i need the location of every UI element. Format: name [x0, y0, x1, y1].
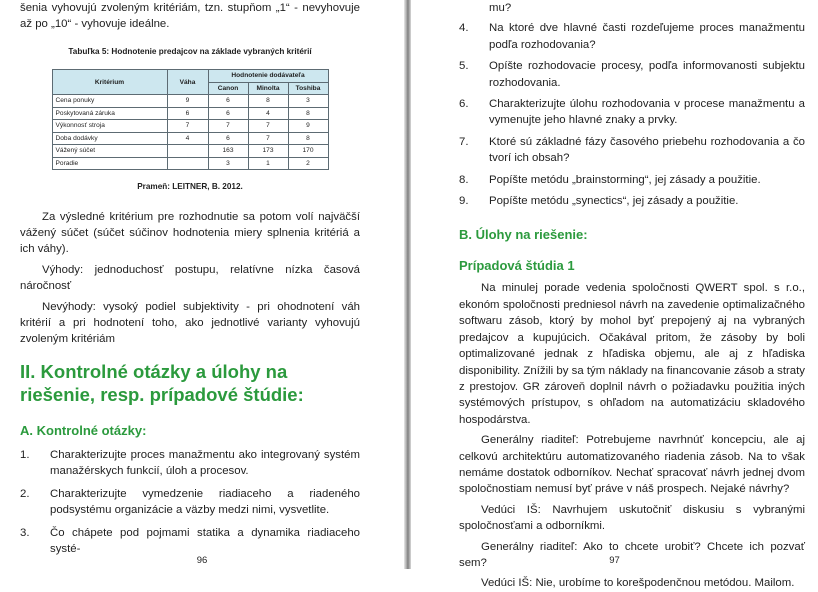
question-list [459, 20, 805, 209]
row-weight: 6 [167, 107, 208, 120]
row-value: 1 [248, 157, 288, 170]
item-number: 3. [20, 526, 30, 539]
row-weight: 4 [167, 132, 208, 145]
table-row [52, 145, 328, 158]
row-label: Poskytovaná záruka [52, 107, 167, 120]
row-value: 6 [208, 132, 248, 145]
list-item [459, 20, 805, 53]
item-number: 5. [459, 60, 469, 73]
row-value: 3 [288, 95, 328, 108]
row-value: 6 [208, 107, 248, 120]
row-value: 3 [208, 157, 248, 170]
intro-text: šenia vyhovujú zvoleným kritériám, tzn. stupňom „1“ - nevyhovuje až po „10“ - vyhovuje ideálne. [20, 2, 360, 31]
list-item [20, 486, 360, 519]
item-text: Opíšte rozhodovacie procesy, podľa informovanosti subjektu rozhodovania. [489, 60, 805, 89]
table-row [52, 132, 328, 145]
item-number: 7. [459, 135, 469, 148]
item-text: Charakterizujte proces manažmentu ako integrovaný systém manažérskych funkcií, úloh a procesov. [50, 448, 360, 478]
row-value: 8 [288, 132, 328, 145]
list-item [459, 58, 805, 91]
row-value: 4 [248, 107, 288, 120]
item-text: Popíšte metódu „brainstorming“, jej zásady a použitie. [489, 173, 761, 186]
item-text: Charakterizujte vymedzenie riadiaceho a riadeného podsystému organizácie a väzby medzi nimi, vysvetlite. [50, 487, 360, 517]
right-page [411, 0, 818, 590]
row-value: 2 [288, 157, 328, 170]
table-row [52, 120, 328, 133]
list-item [459, 96, 805, 129]
left-page-content [20, 0, 360, 557]
row-value: 7 [208, 120, 248, 133]
list-item [459, 172, 805, 188]
row-value: 6 [208, 95, 248, 108]
list-item [20, 525, 360, 558]
item-text: Ktoré sú základné fázy časového priebehu rozhodovania a čo tvorí ich obsah? [489, 135, 805, 165]
item-text: Čo chápete pod pojmami statika a dynamika riadiaceho systé- [50, 526, 360, 555]
page-number: 96 [196, 555, 208, 566]
row-value: 7 [248, 120, 288, 133]
item-number: 1. [20, 448, 30, 461]
row-label: Poradie [52, 157, 167, 170]
row-weight: 9 [167, 95, 208, 108]
case-paragraph: Na minulej porade vedenia spoločnosti QWERT spol. s r.o., ekonóm spoločnosti predniesol návrh na zavedenie optimalizačného softwaru zásob, ktorý by mohol byť prepojený aj na vybraných predajcov a kupujúcich. Očakával pritom, že zásoby by boli optimalizované jednak z hľadiska objemu, ale aj z hľadiska disponibility. Znížili by sa tým náklady na financovanie zásob a straty z prestojov. GR zároveň doplnil návrh o požiadavku použitia iných systémových prístupov, s ohľadom na automatizáciu skladového hospodárstva. [459, 282, 805, 426]
table-caption: Tabuľka 5: Hodnotenie predajcov na základe vybraných kritérií [68, 46, 312, 56]
case-study-heading: Prípadová štúdia 1 [459, 258, 575, 274]
row-label: Vážený súčet [52, 145, 167, 158]
row-weight [167, 145, 208, 158]
table-source: Prameň: LEITNER, B. 2012. [137, 182, 243, 192]
item-number: 2. [20, 487, 30, 500]
row-value: 8 [288, 107, 328, 120]
item-number: 6. [459, 98, 469, 111]
row-label: Výkonnosť stroja [52, 120, 167, 133]
row-value: 7 [248, 132, 288, 145]
item-text: Charakterizujte úlohu rozhodovania v procese manažmentu a vymenujte jeho hlavné znaky a prvky. [489, 98, 805, 127]
row-value: 9 [288, 120, 328, 133]
item-number: 8. [459, 173, 469, 186]
item-text: Popíšte metódu „synectics“, jej zásady a použitie. [489, 195, 739, 208]
list-item [20, 447, 360, 480]
row-weight [167, 157, 208, 170]
row-label: Doba dodávky [52, 132, 167, 145]
header-supplier: Minolta [248, 82, 288, 95]
list-item [459, 134, 805, 167]
table-row [52, 157, 328, 170]
header-supplier: Canon [208, 82, 248, 95]
subheading-control-questions: A. Kontrolné otázky: [20, 422, 147, 438]
supplier-evaluation-table [52, 69, 329, 170]
case-paragraph: Generálny riaditeľ: Ako to chcete urobiť? Chcete ich pozvať sem? [459, 540, 805, 569]
case-paragraph: Vedúci IŠ: Navrhujem uskutočniť diskusiu s vybranými spoločnosťami a odborníkmi. [459, 503, 805, 533]
paragraph: Nevýhody: vysoký podiel subjektivity - pri ohodnotení váh kritérií a pri hodnotení toho, ako jednotlivé varianty vyhovujú zvoleným kritériám [20, 300, 360, 346]
paragraph: Výhody: jednoduchosť postupu, relatívne nízka časová náročnosť [20, 263, 360, 293]
right-page-content [459, 0, 805, 592]
list-item [459, 193, 805, 209]
paragraph: Za výsledné kritérium pre rozhodnutie sa potom volí najväčší vážený súčet (súčet súčinov hodnotenia miery splnenia kritériá a ich váhy). [20, 210, 360, 256]
row-value: 163 [208, 145, 248, 158]
section-heading: II. Kontrolné otázky a úlohy na riešenie, resp. prípadové štúdie: [20, 360, 304, 405]
header-criterion: Kritérium [52, 70, 167, 95]
table-row [52, 107, 328, 120]
row-weight: 7 [167, 120, 208, 133]
page-number: 97 [609, 555, 620, 566]
item-text: Na ktoré dve hlavné časti rozdeľujeme proces manažmentu podľa rozhodovania? [489, 22, 805, 51]
row-value: 173 [248, 145, 288, 158]
subheading-tasks: B. Úlohy na riešenie: [459, 227, 588, 243]
header-weight: Váha [167, 70, 208, 95]
case-paragraph: Generálny riaditeľ: Potrebujeme navrhnúť koncepciu, ale aj celkovú architektúru automatizovaného riadenia zásob. Na to však nemáme dostatok odborníkov. Nechať spracovať návrh jednej dvom spoločnostiam nemusí byť práve v náš prospech. Nejaké návrhy? [459, 434, 805, 496]
question-list [20, 447, 360, 557]
case-paragraph: Vedúci IŠ: Nie, urobíme to korešpodenčnou metódou. Mailom. [481, 577, 795, 590]
item-number: 4. [459, 22, 469, 35]
header-supplier-group: Hodnotenie dodávateľa [208, 70, 328, 83]
item-number: 9. [459, 195, 469, 208]
row-value: 170 [288, 145, 328, 158]
table-row [52, 95, 328, 108]
question-continuation: mu? [489, 2, 512, 14]
row-value: 8 [248, 95, 288, 108]
book-gutter [404, 0, 411, 569]
header-supplier: Toshiba [288, 82, 328, 95]
left-page [0, 0, 404, 569]
row-label: Cena ponuky [52, 95, 167, 108]
